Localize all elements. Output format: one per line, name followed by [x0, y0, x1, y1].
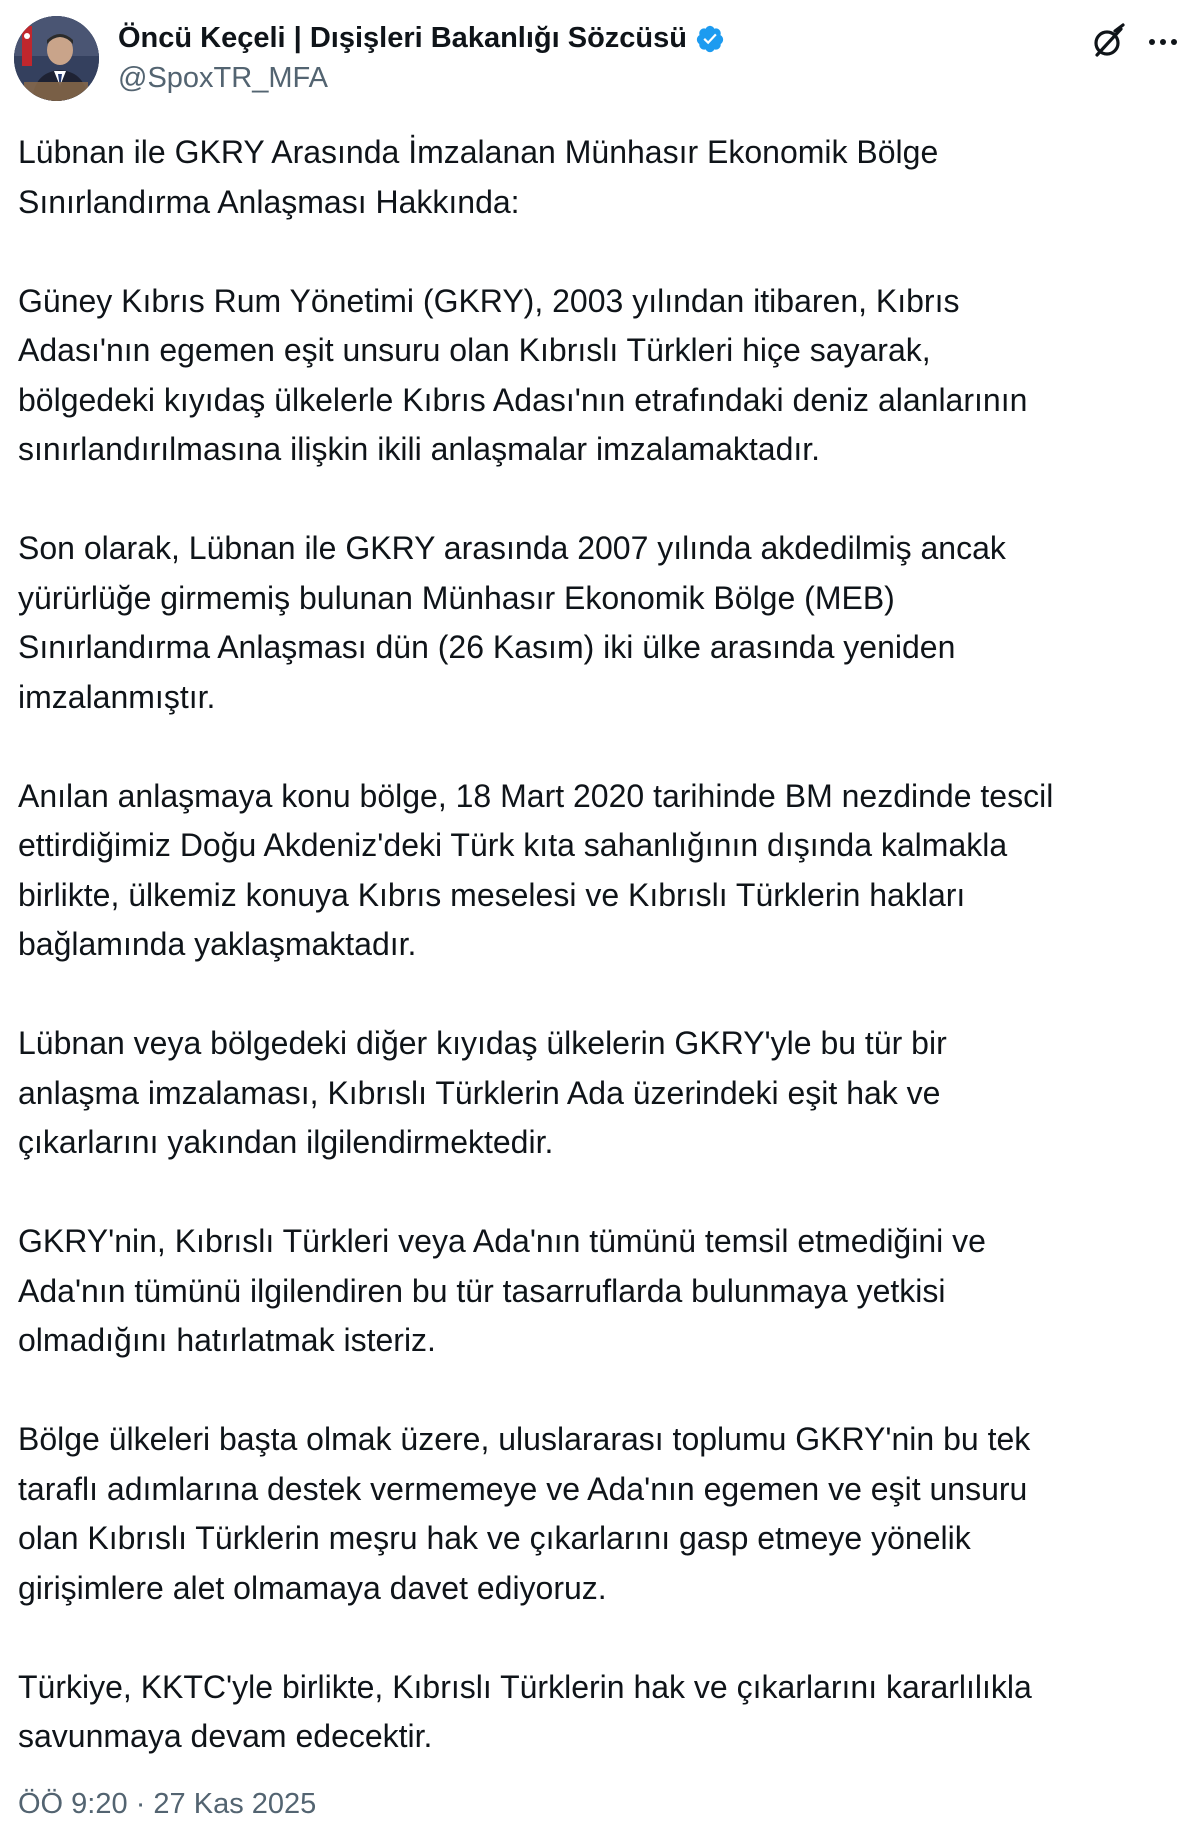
paragraph: Güney Kıbrıs Rum Yönetimi (GKRY), 2003 yılından itibaren, Kıbrıs Adası'nın egemen eşit unsuru olan Kıbrıslı Türkleri hiçe sayarak, bölgedeki kıyıdaş ülkelerle Kıbrıs Adası'nın etrafındaki deniz alanlarının sınırlandırılmasına ilişkin ikili anlaşmalar imzalamaktadır.	[18, 282, 1028, 467]
display-name[interactable]: Öncü Keçeli | Dışişleri Bakanlığı Sözcüsü	[118, 22, 687, 54]
meta-separator: ·	[135, 1788, 146, 1820]
paragraph: GKRY'nin, Kıbrıslı Türkleri veya Ada'nın tümünü temsil etmediğini ve Ada'nın tümünü ilgilendiren bu tür tasarruflarda bulunmaya yetkisi olmadığını hatırlatmak isteriz.	[18, 1223, 986, 1358]
name-row	[118, 22, 725, 55]
timestamp[interactable]	[18, 1788, 316, 1821]
paragraph: Son olarak, Lübnan ile GKRY arasında 2007 yılında akdedilmiş ancak yürürlüğe girmemiş bulunan Münhasır Ekonomik Bölge (MEB) Sınırlandırma Anlaşması dün (26 Kasım) iki ülke arasında yeniden imzalanmıştır.	[18, 530, 1006, 715]
tweet-header	[0, 0, 1200, 110]
more-icon[interactable]	[1143, 22, 1183, 62]
avatar[interactable]	[14, 16, 99, 101]
handle[interactable]: @SpoxTR_MFA	[118, 62, 328, 94]
verified-badge-icon	[695, 24, 725, 54]
paragraph-title: Lübnan ile GKRY Arasında İmzalanan Münhasır Ekonomik Bölge Sınırlandırma Anlaşması Hakkında:	[18, 134, 939, 220]
paragraph: Türkiye, KKTC'yle birlikte, Kıbrıslı Türklerin hak ve çıkarlarını kararlılıkla savunmaya devam edecektir.	[18, 1668, 1032, 1754]
paragraph: Lübnan veya bölgedeki diğer kıyıdaş ülkelerin GKRY'yle bu tür bir anlaşma imzalaması, Kıbrıslı Türklerin Ada üzerindeki eşit hak ve çıkarlarını yakından ilgilendirmektedir.	[18, 1025, 947, 1160]
tweet-text	[18, 128, 1188, 1762]
post-time: ÖÖ 9:20	[18, 1788, 128, 1820]
paragraph: Bölge ülkeleri başta olmak üzere, uluslararası toplumu GKRY'nin bu tek taraflı adımlarına destek vermemeye ve Ada'nın egemen ve eşit unsuru olan Kıbrıslı Türklerin meşru hak ve çıkarlarını gasp etmeye yönelik girişimlere alet olmamaya davet ediyoruz.	[18, 1421, 1031, 1606]
post-date: 27 Kas 2025	[153, 1788, 317, 1820]
paragraph: Anılan anlaşmaya konu bölge, 18 Mart 2020 tarihinde BM nezdinde tescil ettirdiğimiz Doğu Akdeniz'deki Türk kıta sahanlığının dışında kalmakla birlikte, ülkemiz konuya Kıbrıs meselesi ve Kıbrıslı Türklerin hakları bağlamında yaklaşmaktadır.	[18, 777, 1054, 962]
grok-icon[interactable]	[1088, 22, 1128, 62]
